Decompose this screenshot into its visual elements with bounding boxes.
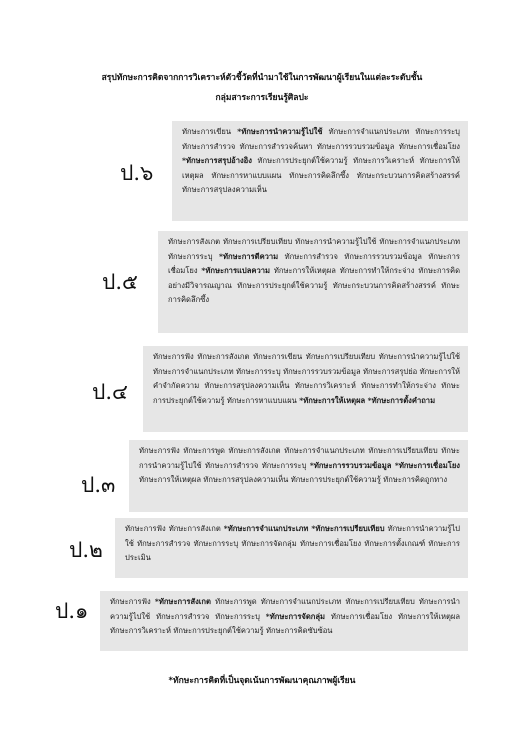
skill-text: ทักษะการพูด ทักษะการจำแนกประเภท ทักษะการเปรียบเทียบ ทักษะการนำความรู้ไปใช้ ทักษะการสำรวจ ทักษะการระบุ: [110, 597, 460, 621]
grade-label-p6: ป.๖: [120, 161, 154, 185]
emphasized-skill: *ทักษะการนำความรู้ไปใช้: [237, 127, 323, 136]
emphasized-skill: *ทักษะการรวบรวมข้อมูล: [309, 460, 392, 470]
grade-label-p5: ป.๕: [102, 270, 138, 294]
emphasized-skill: *ทักษะการจำแนกประเภท: [223, 524, 309, 533]
skill-text: ทักษะการสำรวจ ทักษะการรวบรวมข้อมูล ทักษะการเชื่อมโยง: [168, 251, 460, 276]
skill-text: ทักษะการฟัง: [110, 597, 155, 606]
grade-label-p4: ป.๔: [92, 380, 128, 404]
emphasized-skill: *ทักษะการเชื่อมโยง: [394, 460, 460, 470]
document-title-line2: กลุ่มสาระการเรียนรู้ศิลปะ: [215, 93, 309, 103]
grade-skills-box-p5: [158, 231, 468, 333]
document-title-line1: สรุปทักษะการคิดจากการวิเคราะห์ตัวชี้วัดที่นำมาใช้ในการพัฒนาผู้เรียนในแต่ละระดับชั้น: [101, 73, 423, 83]
grade-label-p3: ป.๓: [81, 473, 116, 497]
grade-skills-box-p1: [100, 591, 468, 651]
skill-text: ทักษะการฟัง ทักษะการสังเกต ทักษะการเขียน ทักษะการเปรียบเทียบ ทักษะการนำความรู้ไปใช้ ทักษะการจำแนกประเภท ทักษะการระบุ ทักษะการรวบรวมข้อมูล ทักษะการสรุปย่อ ทักษะการให้คำจำกัดความ ทักษะการสรุปลงความเห็น ทักษะการวิเคราะห์ ทักษะการทำให้กระจ่าง ทักษะการประยุกต์ใช้ความรู้ ทักษะการหาแบบแผน: [153, 352, 460, 405]
skill-text: ทักษะการประยุกต์ใช้ความรู้ ทักษะการวิเคราะห์ ทักษะการให้เหตุผล ทักษะการหาแบบแผน ทักษะการคิดลึกซึ้ง ทักษะกระบวนการคิดสร้างสรรค์ ทักษะการสรุปลงความเห็น: [182, 156, 460, 195]
emphasized-skill: *ทักษะการจัดกลุ่ม: [265, 611, 326, 621]
skill-text: ทักษะการเชื่อมโยง ทักษะการให้เหตุผล ทักษะการวิเคราะห์ ทักษะการประยุกต์ใช้ความรู้ ทักษะการคิดซับซ้อน: [110, 611, 460, 636]
skill-text: ทักษะการให้เหตุผล ทักษะการทำให้กระจ่าง ทักษะการคิดอย่างมีวิจารณญาณ ทักษะการประยุกต์ใช้ความรู้ ทักษะกระบวนการคิดสร้างสรรค์ ทักษะการคิดลึกซึ้ง: [168, 266, 460, 305]
skill-text: ทักษะการนำความรู้ไปใช้ ทักษะการสำรวจ ทักษะการระบุ ทักษะการจัดกลุ่ม ทักษะการเชื่อมโยง ทักษะการตั้งเกณฑ์ ทักษะการประเมิน: [125, 524, 460, 563]
skill-text: ทักษะการสังเกต ทักษะการเปรียบเทียบ ทักษะการนำความรู้ไปใช้ ทักษะการจำแนกประเภท ทักษะการระบุ: [168, 237, 460, 261]
grade-skills-box-p6: [172, 121, 468, 221]
grade-skills-box-p3: [129, 440, 468, 512]
skill-text: ทักษะการจำแนกประเภท ทักษะการระบุ ทักษะการสำรวจ ทักษะการสำรวจค้นหา ทักษะการรวบรวมข้อมูล ทักษะการเชื่อมโยง: [182, 127, 460, 151]
grade-skills-box-p4: [143, 346, 468, 432]
grade-skills-box-p2: [115, 518, 468, 578]
grade-label-p2: ป.๒: [69, 538, 103, 562]
emphasized-skill: *ทักษะการสรุปอ้างอิง: [182, 156, 252, 166]
emphasized-skill: *ทักษะการสังเกต: [154, 597, 211, 606]
skill-text: ทักษะการฟัง ทักษะการพูด ทักษะการสังเกต ทักษะการจำแนกประเภท ทักษะการเปรียบเทียบ ทักษะการนำความรู้ไปใช้ ทักษะการสำรวจ ทักษะการระบุ: [139, 446, 460, 470]
skill-text: ทักษะการเขียน: [182, 127, 238, 136]
grade-label-p1: ป.๑: [55, 599, 89, 623]
emphasized-skill: *ทักษะการตีความ: [219, 251, 279, 261]
emphasized-skill: *ทักษะการแปลความ: [201, 266, 271, 276]
emphasized-skill: *ทักษะการให้เหตุผล: [299, 395, 366, 405]
emphasized-skill: *ทักษะการตั้งคำถาม: [367, 395, 436, 405]
emphasized-skill: *ทักษะการเปรียบเทียบ: [311, 524, 385, 533]
skill-text: ทักษะการให้เหตุผล ทักษะการสรุปลงความเห็น ทักษะการประยุกต์ใช้ความรู้ ทักษะการคิดถูกทาง: [139, 475, 448, 485]
skill-text: ทักษะการฟัง ทักษะการสังเกต: [125, 524, 224, 533]
footnote: *ทักษะการคิดที่เป็นจุดเน้นการพัฒนาคุณภาพผู้เรียน: [168, 676, 356, 686]
